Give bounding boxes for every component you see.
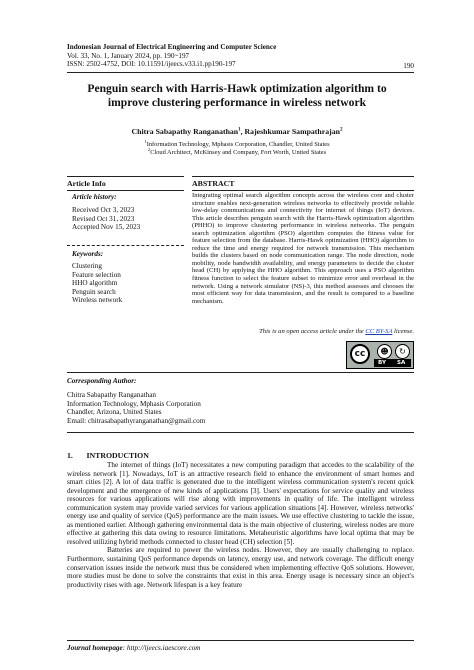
corresponding-dept: Information Technology, Mphasis Corporation xyxy=(67,399,201,408)
journal-name: Indonesian Journal of Electrical Engineering and Computer Science xyxy=(67,43,277,51)
keyword-item: Wireless network xyxy=(72,296,123,305)
creative-commons-icon: cc xyxy=(350,344,370,364)
corresponding-bottom-rule xyxy=(67,432,414,433)
keyword-item: Feature selection xyxy=(72,270,121,279)
section-1-body xyxy=(67,461,414,589)
author-2-sup: 2 xyxy=(339,127,343,133)
author-list xyxy=(50,127,424,136)
corresponding-email: Email: chitrasabapathyranganathan@gmail.com xyxy=(67,416,206,425)
abstract-bottom-rule xyxy=(67,372,414,373)
keywords-heading: Keywords: xyxy=(72,250,104,258)
title-line-2: improve clustering performance in wireless network xyxy=(107,96,367,109)
homepage-label: Journal homepage xyxy=(67,644,123,652)
intro-paragraph-2: Batteries are required to power the wireless nodes. However, they are usually challenging to replace. Furthermore, sustaining QoS performance depends on latency, energy use, and network coverage. The difficult energy conservation issues inside the network must thus be considered when implementing effective QoS solutions. However, more studies must be done to solve the constraints that exist in this area. Energy usage is necessary since an object's productivity rises with age. Network lifespan is a key feature xyxy=(67,546,414,589)
affiliation-1: $^1$Information Technology, Mphasis Corporation, Chandler, United States xyxy=(144,139,330,149)
affiliation-2: $^2$Cloud Architect, McKinsey and Company, Fort Worth, United States xyxy=(147,147,327,157)
section-1-heading: 1. INTRODUCTION xyxy=(67,451,149,460)
author-1: Chitra Sabapathy Ranganathan xyxy=(131,127,239,136)
history-heading: Article history: xyxy=(72,193,117,201)
abstract-heading-rule xyxy=(192,190,414,191)
keyword-item: Penguin search xyxy=(72,287,116,296)
author-1-sup: 1 xyxy=(238,127,241,133)
history-received: Received Oct 3, 2023 xyxy=(72,206,135,214)
abstract-top-rule xyxy=(192,176,414,177)
share-alike-icon: ↻ xyxy=(395,344,410,359)
article-info-heading: Article Info xyxy=(67,179,106,188)
corresponding-location: Chandler, Arizona, United States xyxy=(67,408,162,417)
volume-line: Vol. 33, No. 1, January 2024, pp. 190~197 xyxy=(67,51,190,60)
issn-line: ISSN: 2502-4752, DOI: 10.11591/ijeecs.v33.i1.pp190-197 xyxy=(67,60,236,69)
corresponding-name: Chitra Sabapathy Ranganathan xyxy=(67,391,157,399)
abstract-heading: ABSTRACT xyxy=(192,179,235,188)
homepage-url[interactable]: : http://ijeecs.iaescore.com xyxy=(122,644,201,652)
history-accepted: Accepted Nov 15, 2023 xyxy=(72,223,141,232)
title-line-1: Penguin search with Harris-Hawk optimization algorithm to xyxy=(87,82,387,95)
paper-title xyxy=(50,82,424,110)
footer-rule xyxy=(67,640,414,641)
author-separator: , xyxy=(240,127,245,136)
cc-by-sa-badge[interactable] xyxy=(346,341,414,369)
history-list xyxy=(72,206,140,232)
attribution-person-icon: ☻ xyxy=(377,344,392,359)
keywords-divider xyxy=(67,245,184,246)
keyword-item: HHO algorithm xyxy=(72,279,118,288)
page-number: 190 xyxy=(403,62,414,70)
corresponding-details xyxy=(67,391,205,425)
badge-sa-label: SA xyxy=(397,360,406,366)
author-2: Rajeshkumar Sampathrajan xyxy=(244,127,340,136)
journal-header xyxy=(67,43,276,69)
header-rule xyxy=(67,72,414,73)
article-info-top-rule xyxy=(67,176,184,177)
keywords-list xyxy=(72,262,122,305)
keyword-item: Clustering xyxy=(72,262,102,270)
intro-paragraph-1: The internet of things (IoT) necessitates a new computing paradigm that accedes to the scalability of the wireless network [1]. Nowadays, IoT is an attractive research field to enhance the environment of smart homes and smart cities [2]. A lot of data traffic is generated due to the intelligent wireless communication system's recent quick development and the emergence of new kinds of applications [3]. Users' expectations for service quality and wireless resources for various applications will rise along with improvements in quality of life. The intelligent wireless communication system may provide varied services for various application situations [4]. However, wireless networks' energy use and quality of service (QoS) performance are the main issues. We use effective clustering to tackle the issue, as mentioned earlier. Although gathering environmental data is the main objective of clustering, wireless nodes are more effective at gathering this data owing to resource limitations. Metaheuristic algorithms have local optima that may be resolved utilizing hybrid methods connected to cluster head (CH) selection [5]. xyxy=(67,461,414,546)
abstract-text: Integrating optimal search algorithm concepts across the wireless core and cluster structure enables next-generation wireless networks to effectively provide reliable low-delay communications and connectivity for internet of things (IoT) devices. This article describes penguin search with the Harris-Hawk optimization algorithm (PHHO) to improve clustering performance in wireless networks. The penguin search optimization algorithm (PSO) algorithm computes the fitness value for feature selection from the database. Harris-Hawk optimization (HHO) algorithm to reduce the time and energy required for network transmission. This mechanism builds the clusters based on node communication range. The node direction, node mobility, node bandwidth availability, and energy parameters to decide the cluster head (CH) by applying the HHO algorithm. This approach uses a PSO algorithm fitness function to select the feature subset to minimize error and overhead in the network. Using a network simulator (NS)-3, this method assesses and chooses the most efficient way for data transmission, and the result is compared to a baseline mechanism. xyxy=(192,192,414,305)
article-info-heading-rule xyxy=(67,190,184,191)
journal-homepage xyxy=(67,644,201,652)
corresponding-heading: Corresponding Author: xyxy=(67,377,137,385)
open-access-note: This is an open access article under the CC BY-SA license. xyxy=(259,328,414,335)
history-revised: Revised Oct 31, 2023 xyxy=(72,214,135,223)
badge-by-label: BY xyxy=(378,360,387,366)
license-link[interactable]: CC BY-SA xyxy=(365,328,393,335)
